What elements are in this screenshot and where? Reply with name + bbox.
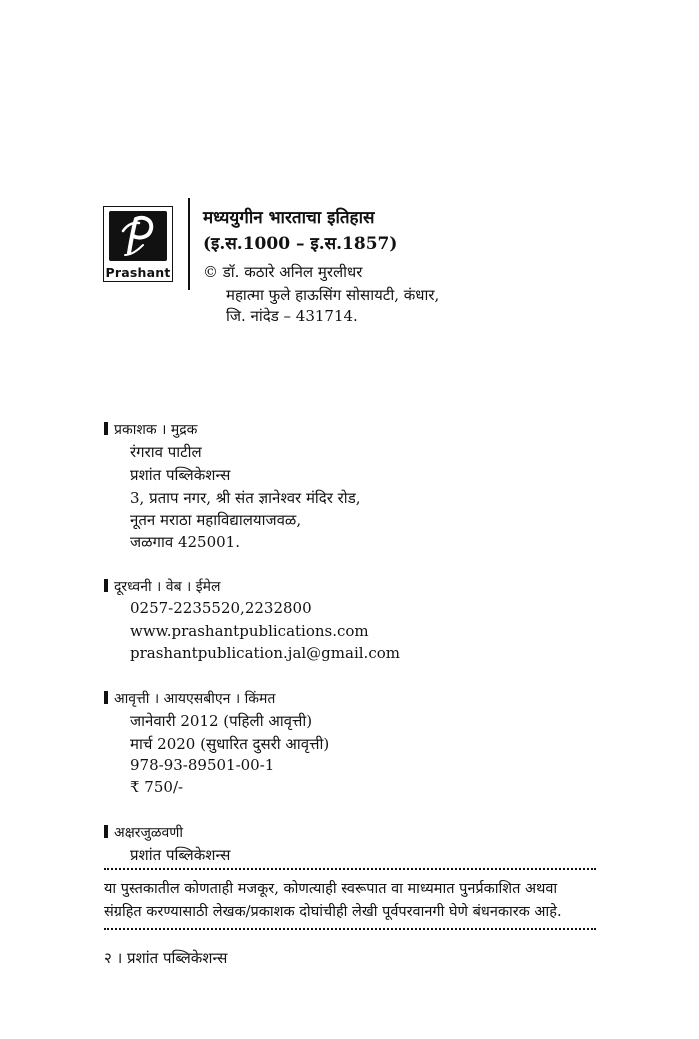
copyright-notice-line: संग्रहित करण्यासाठी लेखक/प्रकाशक दोघांचीही लेखी पूर्वपरवानगी घेणे बंधनकारक आहे. <box>104 904 562 920</box>
info-line: रंगराव पाटील <box>130 443 202 461</box>
section-bar <box>104 579 108 592</box>
book-title: मध्ययुगीन भारताचा इतिहास <box>203 208 375 228</box>
info-line: 3, प्रताप नगर, श्री संत ज्ञानेश्वर मंदिर रोड, <box>130 489 361 507</box>
info-line: नूतन मराठा महाविद्यालयाजवळ, <box>130 511 302 529</box>
logo-text: Prashant <box>105 265 171 280</box>
book-period: (इ.स.1000 – इ.स.1857) <box>203 234 398 254</box>
section-bar <box>104 422 108 435</box>
author-name: © डॉ. कठारे अनिल मुरलीधर <box>203 263 363 281</box>
info-line: मार्च 2020 (सुधारित दुसरी आवृत्ती) <box>130 735 330 753</box>
publisher-logo <box>103 206 173 282</box>
price: ₹ 750/- <box>130 778 184 796</box>
page-footer: २ । प्रशांत पब्लिकेशन्स <box>104 949 228 967</box>
section-bar <box>104 825 108 838</box>
isbn: 978-93-89501-00-1 <box>130 756 275 774</box>
info-line: जानेवारी 2012 (पहिली आवृत्ती) <box>130 712 313 730</box>
info-line: प्रशांत पब्लिकेशन्स <box>130 846 231 864</box>
dotted-divider <box>104 868 596 870</box>
phone-numbers: 0257-2235520,2232800 <box>130 599 312 617</box>
section-heading-text: आवृत्ती । आयएसबीएन । किंमत <box>114 691 276 707</box>
info-line: प्रशांत पब्लिकेशन्स <box>130 466 231 484</box>
dotted-divider <box>104 928 596 930</box>
header-divider <box>188 198 190 290</box>
copyright-notice-line: या पुस्तकातील कोणताही मजकूर, कोणत्याही स्वरूपात वा माध्यमात पुनर्प्रकाशित अथवा <box>104 881 558 897</box>
website-link[interactable]: www.prashantpublications.com <box>130 622 369 640</box>
section-heading-edition <box>104 689 275 708</box>
section-heading-text: प्रकाशक । मुद्रक <box>114 422 198 438</box>
section-bar <box>104 691 108 704</box>
email-link[interactable]: prashantpublication.jal@gmail.com <box>130 644 400 662</box>
section-heading-publisher <box>104 420 197 439</box>
section-heading-text: दूरध्वनी । वेब । ईमेल <box>114 579 221 595</box>
section-heading-typesetting <box>104 823 183 842</box>
info-line: जळगाव 425001. <box>130 533 240 551</box>
logo-p-emblem <box>109 211 167 261</box>
section-heading-contact <box>104 577 221 596</box>
section-heading-text: अक्षरजुळवणी <box>114 825 184 841</box>
author-address-line: जि. नांदेड – 431714. <box>226 307 358 325</box>
author-address-line: महात्मा फुले हाऊसिंग सोसायटी, कंधार, <box>226 286 440 304</box>
